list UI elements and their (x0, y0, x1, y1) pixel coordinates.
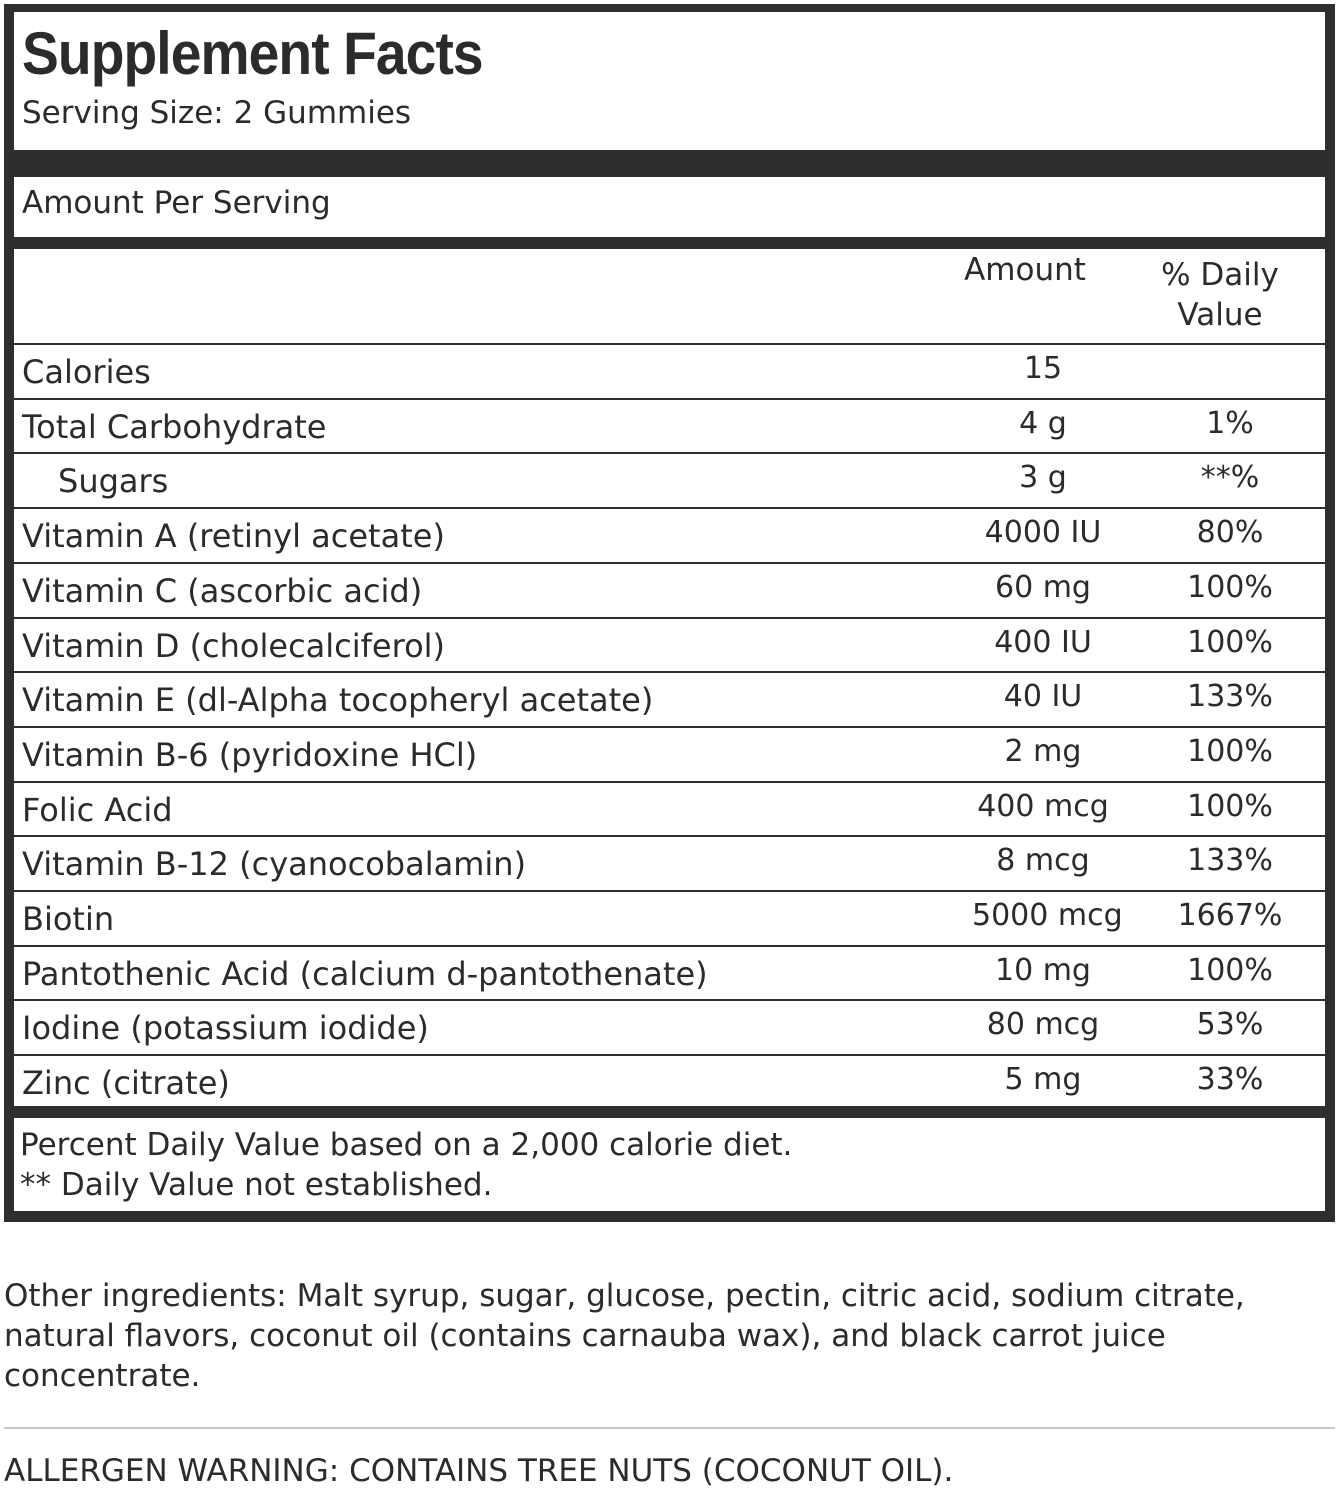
nutrient-row (14, 835, 1325, 890)
nutrient-row (14, 562, 1325, 617)
nutrient-name: Vitamin E (dl-Alpha tocopheryl acetate) (22, 681, 654, 720)
column-header-daily-value: % Daily Value (1161, 257, 1279, 333)
nutrient-daily-value: 133% (1187, 843, 1273, 879)
nutrient-row (14, 1054, 1325, 1109)
panel-title: Supplement Facts (22, 20, 483, 87)
nutrient-daily-value: **% (1200, 460, 1260, 496)
nutrient-amount: 4000 IU (984, 515, 1102, 551)
nutrient-daily-value: 100% (1187, 788, 1273, 824)
serving-size: Serving Size: 2 Gummies (22, 95, 412, 131)
nutrient-name: Biotin (22, 900, 115, 938)
nutrient-name: Folic Acid (22, 790, 173, 829)
nutrient-daily-value: 100% (1187, 624, 1273, 660)
nutrient-daily-value: 80% (1196, 515, 1264, 551)
nutrient-name: Vitamin C (ascorbic acid) (22, 571, 423, 610)
nutrient-name: Pantothenic Acid (calcium d-pantothenate) (22, 954, 708, 993)
nutrient-amount: 5 mg (1004, 1062, 1082, 1098)
nutrient-row (14, 781, 1325, 836)
nutrient-row (14, 507, 1325, 562)
nutrient-row (14, 343, 1325, 398)
nutrient-row (14, 671, 1325, 726)
nutrient-row (14, 945, 1325, 1000)
nutrient-name: Zinc (citrate) (22, 1064, 230, 1103)
nutrient-amount: 10 mg (995, 952, 1091, 988)
nutrient-daily-value: 133% (1187, 679, 1273, 715)
nutrient-row (14, 617, 1325, 672)
amount-per-serving-label: Amount Per Serving (22, 185, 331, 221)
nutrient-table (14, 249, 1325, 1106)
nutrient-amount: 400 IU (994, 624, 1092, 660)
nutrient-daily-value: 53% (1196, 1007, 1264, 1043)
other-ingredients: Other ingredients: Malt syrup, sugar, glucose, pectin, citric acid, sodium citrate, natural flavors, coconut oil (contains carnauba wax), and black carrot juice concentrate. (4, 1278, 1245, 1394)
nutrient-amount: 4 g (1019, 405, 1067, 441)
nutrient-amount: 400 mcg (977, 788, 1109, 824)
nutrient-row (14, 398, 1325, 453)
column-header-amount: Amount (964, 252, 1086, 288)
nutrient-amount: 60 mg (995, 569, 1091, 605)
allergen-warning: ALLERGEN WARNING: CONTAINS TREE NUTS (COCONUT OIL). (4, 1453, 954, 1489)
nutrient-name: Iodine (potassium iodide) (22, 1009, 429, 1048)
nutrient-amount: 15 (1023, 351, 1063, 386)
nutrient-amount: 3 g (1019, 460, 1067, 496)
nutrient-amount: 8 mcg (996, 843, 1090, 879)
nutrient-amount: 40 IU (1003, 679, 1083, 715)
nutrient-row (14, 890, 1325, 945)
nutrient-amount: 80 mcg (986, 1007, 1100, 1043)
nutrient-amount: 2 mg (1004, 733, 1082, 769)
nutrient-name: Total Carbohydrate (22, 407, 327, 446)
footnote-not-established: ** Daily Value not established. (20, 1167, 493, 1203)
nutrient-name: Vitamin D (cholecalciferol) (22, 626, 446, 665)
nutrient-daily-value: 1% (1206, 405, 1254, 441)
nutrient-name: Calories (22, 353, 151, 391)
nutrient-daily-value: 33% (1196, 1062, 1264, 1098)
nutrient-amount: 5000 mcg (972, 898, 1123, 933)
nutrient-name: Vitamin B-12 (cyanocobalamin) (22, 845, 527, 884)
nutrient-row (14, 452, 1325, 507)
footnote-daily-value-basis: Percent Daily Value based on a 2,000 calorie diet. (20, 1127, 793, 1163)
nutrient-daily-value: 100% (1187, 733, 1273, 769)
footnotes (20, 1125, 792, 1205)
nutrient-daily-value: 100% (1187, 569, 1273, 605)
nutrient-row (14, 999, 1325, 1054)
nutrient-name: Sugars (58, 462, 169, 501)
nutrient-daily-value: 1667% (1177, 898, 1283, 933)
nutrient-name: Vitamin B-6 (pyridoxine HCl) (22, 735, 478, 774)
nutrient-daily-value: 100% (1187, 952, 1273, 988)
nutrient-name: Vitamin A (retinyl acetate) (22, 517, 445, 556)
divider (4, 1427, 1335, 1429)
nutrient-row (14, 726, 1325, 781)
